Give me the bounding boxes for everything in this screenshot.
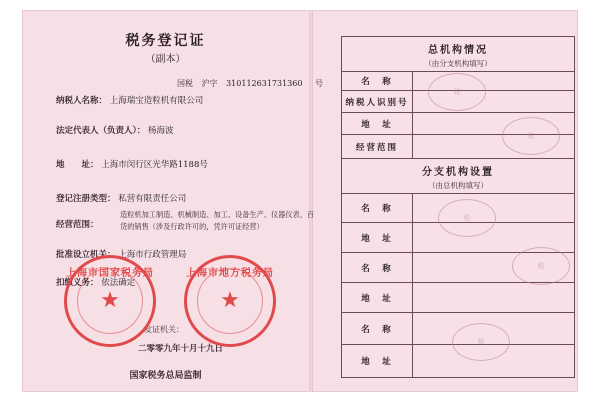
branch-name-label: 名 称: [342, 253, 413, 282]
certificate-subtitle: （副本）: [145, 54, 186, 65]
watermark-emblem: 税: [438, 199, 496, 237]
right-page: [313, 10, 578, 392]
branch-section-header: [342, 159, 574, 194]
approval-authority-label: 批准设立机关：: [56, 250, 116, 260]
state-tax-bureau-stamp: [64, 255, 156, 347]
business-scope-value-line-2: 货的销售（涉及行政许可的，凭许可证经营）: [120, 222, 264, 231]
legal-representative-label: 法定代表人（负责人）：: [56, 126, 146, 136]
head-office-address-label: 地 址: [342, 113, 413, 134]
head-office-address-cell: [412, 113, 574, 134]
branch-address-cell: [412, 283, 574, 312]
branch-row: [342, 223, 574, 253]
withholding-label: 扣缴义务：: [56, 278, 99, 288]
branch-address-label: 地 址: [342, 345, 413, 377]
business-scope-label: 经营范围：: [56, 220, 99, 230]
watermark-emblem: 税: [502, 117, 560, 155]
branch-name-label: 名 称: [342, 313, 413, 344]
withholding-value: 依法确定: [101, 278, 136, 288]
registration-type-value: 私营有限责任公司: [118, 194, 187, 204]
left-page: [22, 10, 323, 392]
head-office-taxid-cell: [412, 91, 574, 112]
branch-row: [342, 193, 574, 223]
branch-name-cell: [412, 253, 574, 282]
issuer-line: 发证机关：: [144, 325, 184, 334]
head-office-note: （由分支机构填写）: [424, 59, 492, 68]
legal-representative-value: 杨海波: [147, 126, 174, 136]
watermark-emblem: 税: [512, 247, 570, 285]
cert-number: 310112631731360: [226, 79, 303, 88]
business-scope-value-line-1: 造粒机加工制造、机械制造、加工、设备生产、仪器仪表、百: [120, 210, 315, 219]
legal-representative-row: [56, 124, 173, 136]
local-tax-stamp-text: 上海市地方税务局: [186, 268, 274, 279]
cert-no-suffix: 号: [315, 79, 323, 88]
registration-type-row: [56, 192, 186, 204]
branch-name-cell: [412, 313, 574, 344]
branch-row: [342, 313, 574, 345]
head-office-scope-cell: [412, 135, 574, 158]
star-icon: ★: [100, 288, 120, 313]
branch-row: [342, 253, 574, 283]
head-office-section-header: [342, 37, 574, 72]
address-label: 地 址：: [56, 160, 99, 170]
branch-title: 分支机构设置: [422, 167, 494, 178]
branch-row: [342, 345, 574, 377]
taxpayer-name-row: [56, 94, 203, 106]
local-tax-bureau-stamp: [184, 255, 276, 347]
head-office-name-label: 名 称: [342, 71, 413, 90]
registration-type-label: 登记注册类型：: [56, 194, 116, 204]
head-office-row: [342, 91, 574, 113]
head-office-row: [342, 135, 574, 159]
branch-name-cell: [412, 193, 574, 222]
cert-no-label: 沪字: [201, 79, 218, 88]
branch-info-table: [341, 36, 575, 378]
cert-number-line: [177, 78, 323, 89]
approval-authority-value: 上海市行政管理局: [118, 250, 187, 260]
cert-prefix: 国税: [177, 79, 193, 88]
address-row: [56, 158, 208, 170]
footer-supervision: 国家税务总局监制: [129, 371, 202, 381]
branch-row: [342, 283, 574, 313]
state-tax-stamp-text: 上海市国家税务局: [66, 268, 154, 279]
watermark-emblem: 税: [428, 73, 486, 111]
branch-address-cell: [412, 223, 574, 252]
watermark-emblem: 税: [452, 323, 510, 361]
branch-note: （由总机构填写）: [428, 181, 488, 190]
business-scope-row: [56, 218, 99, 230]
certificate-title: 税务登记证: [125, 33, 206, 49]
head-office-title: 总机构情况: [428, 45, 488, 56]
head-office-name-cell: [412, 71, 574, 90]
head-office-row: [342, 71, 574, 91]
taxpayer-name-label: 纳税人名称：: [56, 96, 108, 106]
taxpayer-name-value: 上海瑞宝造粒机有限公司: [109, 96, 204, 106]
head-office-taxid-label: 纳税人识别号: [342, 91, 413, 112]
star-icon: ★: [220, 288, 240, 313]
branch-address-label: 地 址: [342, 223, 413, 252]
branch-name-label: 名 称: [342, 193, 413, 222]
issue-date: 二零零九年十月十九日: [138, 344, 224, 354]
head-office-row: [342, 113, 574, 135]
head-office-scope-label: 经营范围: [342, 135, 413, 158]
branch-address-label: 地 址: [342, 283, 413, 312]
tax-registration-certificate: [22, 10, 578, 392]
branch-address-cell: [412, 345, 574, 377]
address-value: 上海市闵行区光华路1188号: [101, 160, 208, 170]
